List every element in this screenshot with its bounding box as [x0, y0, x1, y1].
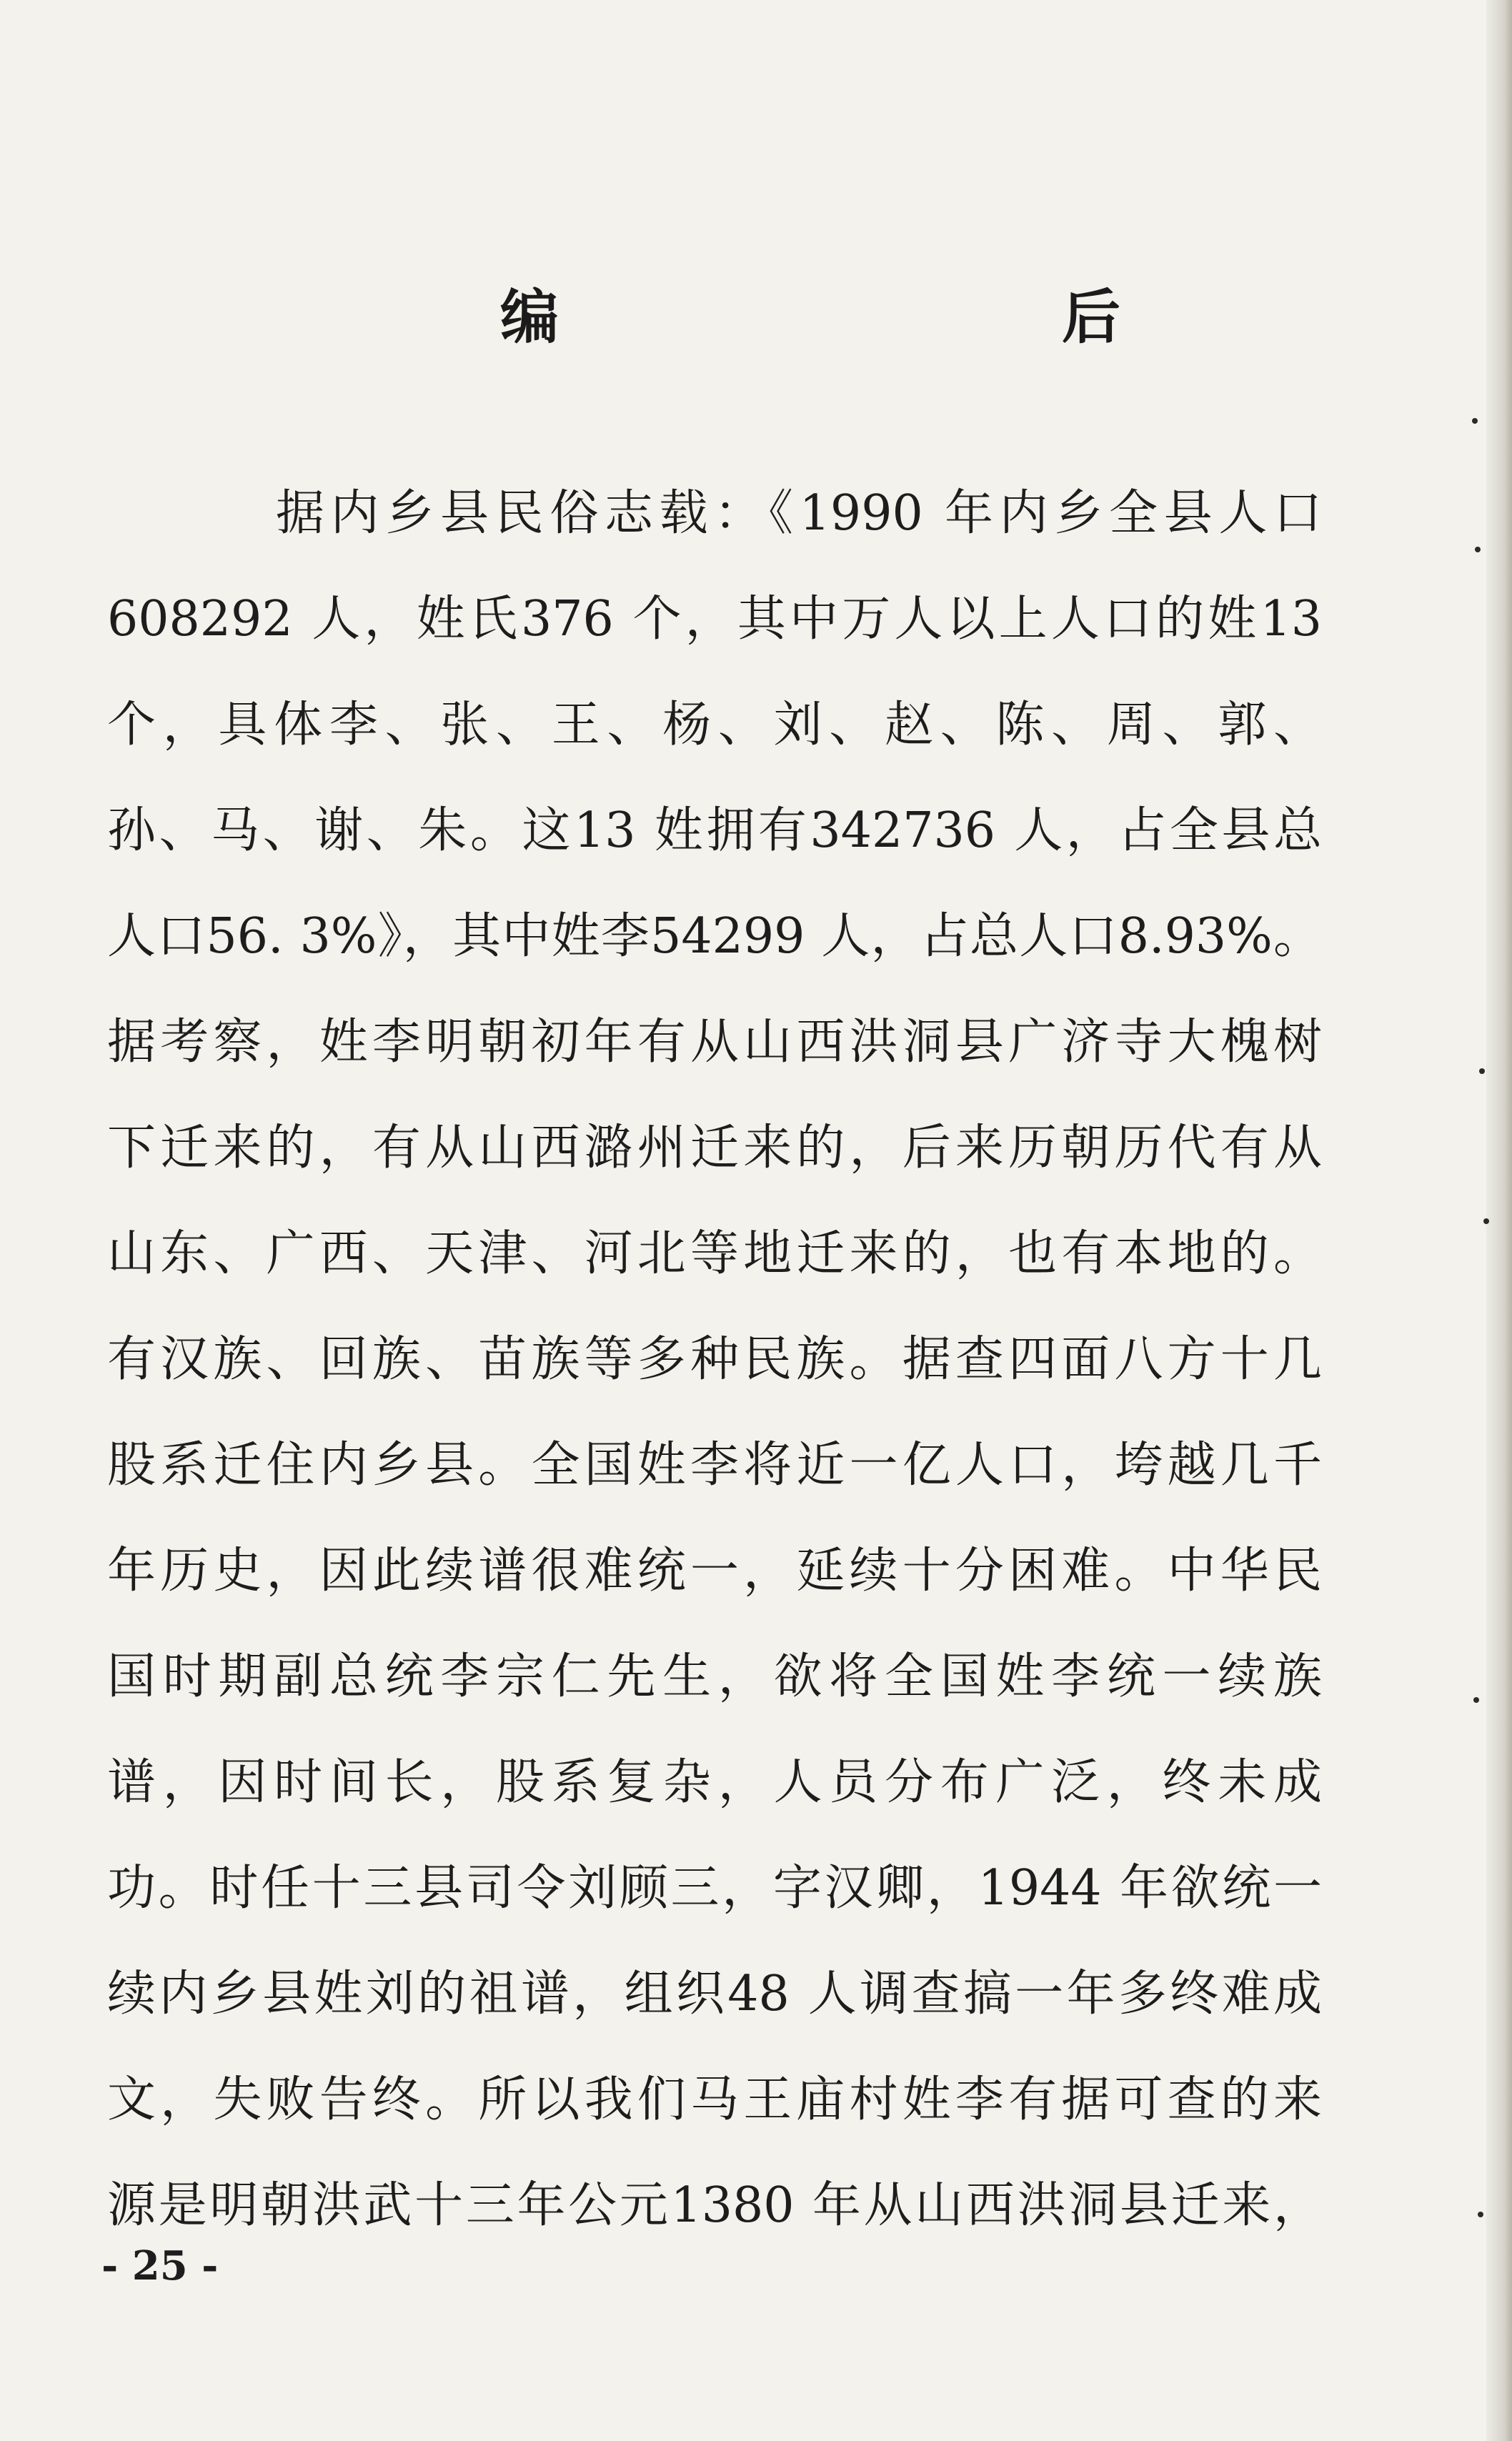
text-line: 续内乡县姓刘的祖谱，组织48 人调查搞一年多终难成	[107, 1966, 1322, 2022]
paper-speck	[1473, 1697, 1479, 1703]
body-paragraph	[107, 461, 1322, 2259]
page-number: - 25 -	[101, 2242, 219, 2290]
page-title: 编 后	[500, 284, 1249, 352]
text-line: 股系迁住内乡县。全国姓李将近一亿人口，垮越几千	[107, 1437, 1322, 1493]
paper-speck	[1478, 2212, 1483, 2217]
text-line: 孙、马、谢、朱。这13 姓拥有342736 人，占全县总	[107, 802, 1322, 859]
paper-speck	[1483, 1218, 1489, 1224]
page-edge-shadow	[1486, 0, 1512, 2441]
paper-speck	[1479, 1068, 1485, 1074]
text-line: 据考察，姓李明朝初年有从山西洪洞县广济寺大槐树	[107, 1014, 1322, 1070]
paper-speck	[1472, 418, 1478, 424]
text-line: 有汉族、回族、苗族等多种民族。据查四面八方十几	[107, 1331, 1322, 1388]
paper-speck	[1475, 547, 1481, 552]
text-line: 国时期副总统李宗仁先生，欲将全国姓李统一续族	[107, 1649, 1322, 1705]
text-line: 年历史，因此续谱很难统一，延续十分困难。中华民	[107, 1543, 1322, 1599]
text-line: 山东、广西、天津、河北等地迁来的，也有本地的。	[107, 1226, 1322, 1282]
text-line: 下迁来的，有从山西潞州迁来的，后来历朝历代有从	[107, 1120, 1322, 1176]
text-line: 源是明朝洪武十三年公元1380 年从山西洪洞县迁来，	[107, 2177, 1322, 2234]
text-line: 608292 人，姓氏376 个，其中万人以上人口的姓13	[107, 591, 1322, 647]
text-line: 谱，因时间长，股系复杂，人员分布广泛，终未成	[107, 1754, 1322, 1811]
text-line: 人口56. 3%》，其中姓李54299 人，占总人口8.93%。	[107, 908, 1322, 965]
text-line: 据内乡县民俗志载：《1990 年内乡全县人口	[276, 485, 1322, 542]
text-line: 文，失败告终。所以我们马王庙村姓李有据可查的来	[107, 2072, 1322, 2128]
text-line: 个，具体李、张、王、杨、刘、赵、陈、周、郭、	[107, 697, 1322, 753]
text-line: 功。时任十三县司令刘顾三，字汉卿，1944 年欲统一	[107, 1860, 1322, 1916]
